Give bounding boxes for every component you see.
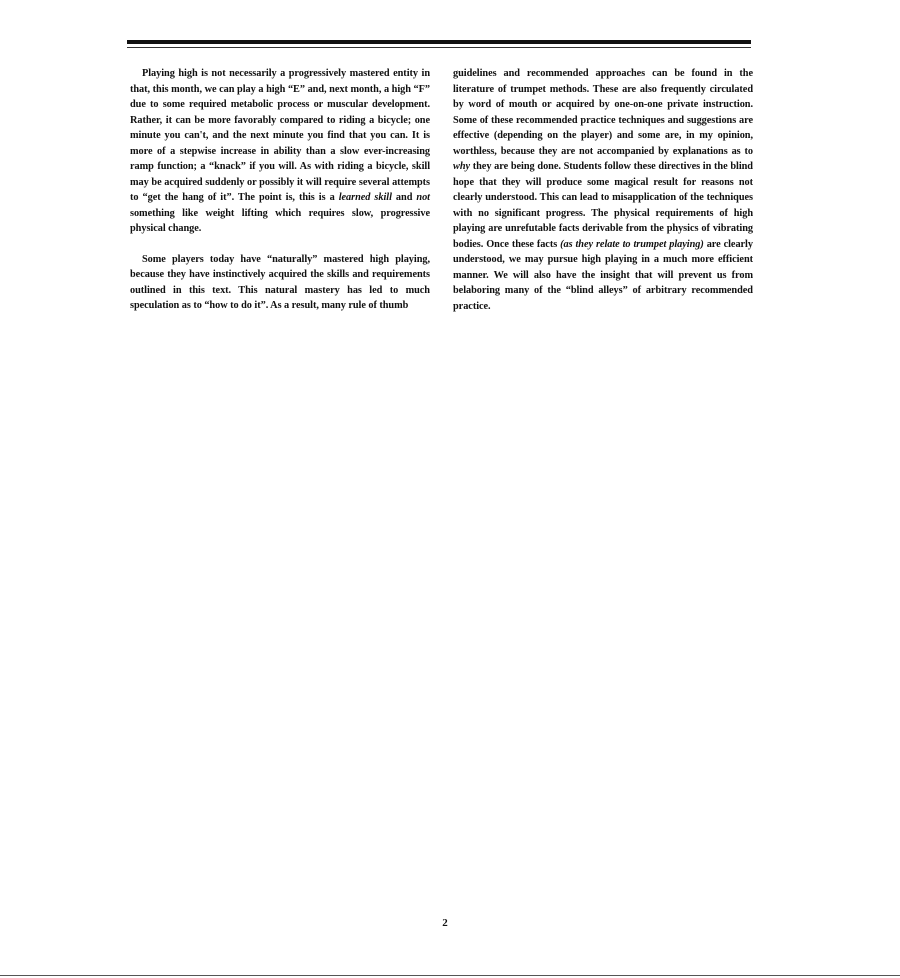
paragraph-text: Playing high is not necessarily a progressively mastered entity in that, this month, we can play a high “E” and, next month, a high “F” due to some required metabolic process or muscular development. Rather, it can be more favorably compared to riding a bicycle; one minute you can't, and the next minute you find that you can. It is more of a stepwise increase in ability than a slow ever-increasing ramp function; a “knack” if you will. As with riding a bicycle, skill may be acquired suddenly or possibly it will require several attempts to “get the hang of it”. The point is, this is a <box>130 68 430 203</box>
page-bottom-border <box>0 975 900 976</box>
page-number: 2 <box>442 917 448 929</box>
left-column <box>130 66 430 329</box>
paragraph-text: they are being done. Students follow these directives in the blind hope that they will produce some magical result for reasons not clearly understood. This can lead to misapplication of the techniques with no significant progress. The physical requirements of high playing are unrefutable facts derivable from the physics of vibrating bodies. Once these facts <box>453 161 753 250</box>
header-rule-thin <box>127 47 751 48</box>
right-column <box>453 66 753 329</box>
paragraph-playing-high <box>130 66 430 237</box>
paragraph-some-players: Some players today have “naturally” mastered high playing, because they have instinctively acquired the skills and requirements outlined in this text. This natural mastery has led to much speculation as to “how to do it”. As a result, many rule of thumb <box>130 253 430 311</box>
emphasis-trumpet-playing: (as they relate to trumpet playing) <box>560 238 704 250</box>
paragraph-text: and <box>391 192 417 203</box>
paragraph-text: something like weight lifting which requires slow, progressive physical change. <box>130 207 430 234</box>
emphasis-not: not <box>416 192 430 203</box>
paragraph-guidelines <box>453 66 753 314</box>
header-rule-thick <box>127 40 751 44</box>
paragraph-text: guidelines and recommended approaches can be found in the literature of trumpet methods. These are also frequently circulated by word of mouth or acquired by one-on-one private instruction. Some of these recommended practice techniques and suggestions are effective (depending on the player) and some are, in my opinion, worthless, because they are not accompanied by explanations as to <box>453 68 753 157</box>
emphasis-learned-skill: learned skill <box>338 192 392 203</box>
paragraph-text: are clearly understood, we may pursue high playing in a much more efficient manner. We will also have the insight that will prevent us from belaboring many of the “blind alleys” of arbitrary recommended practice. <box>453 238 753 312</box>
emphasis-why: why <box>453 161 471 172</box>
